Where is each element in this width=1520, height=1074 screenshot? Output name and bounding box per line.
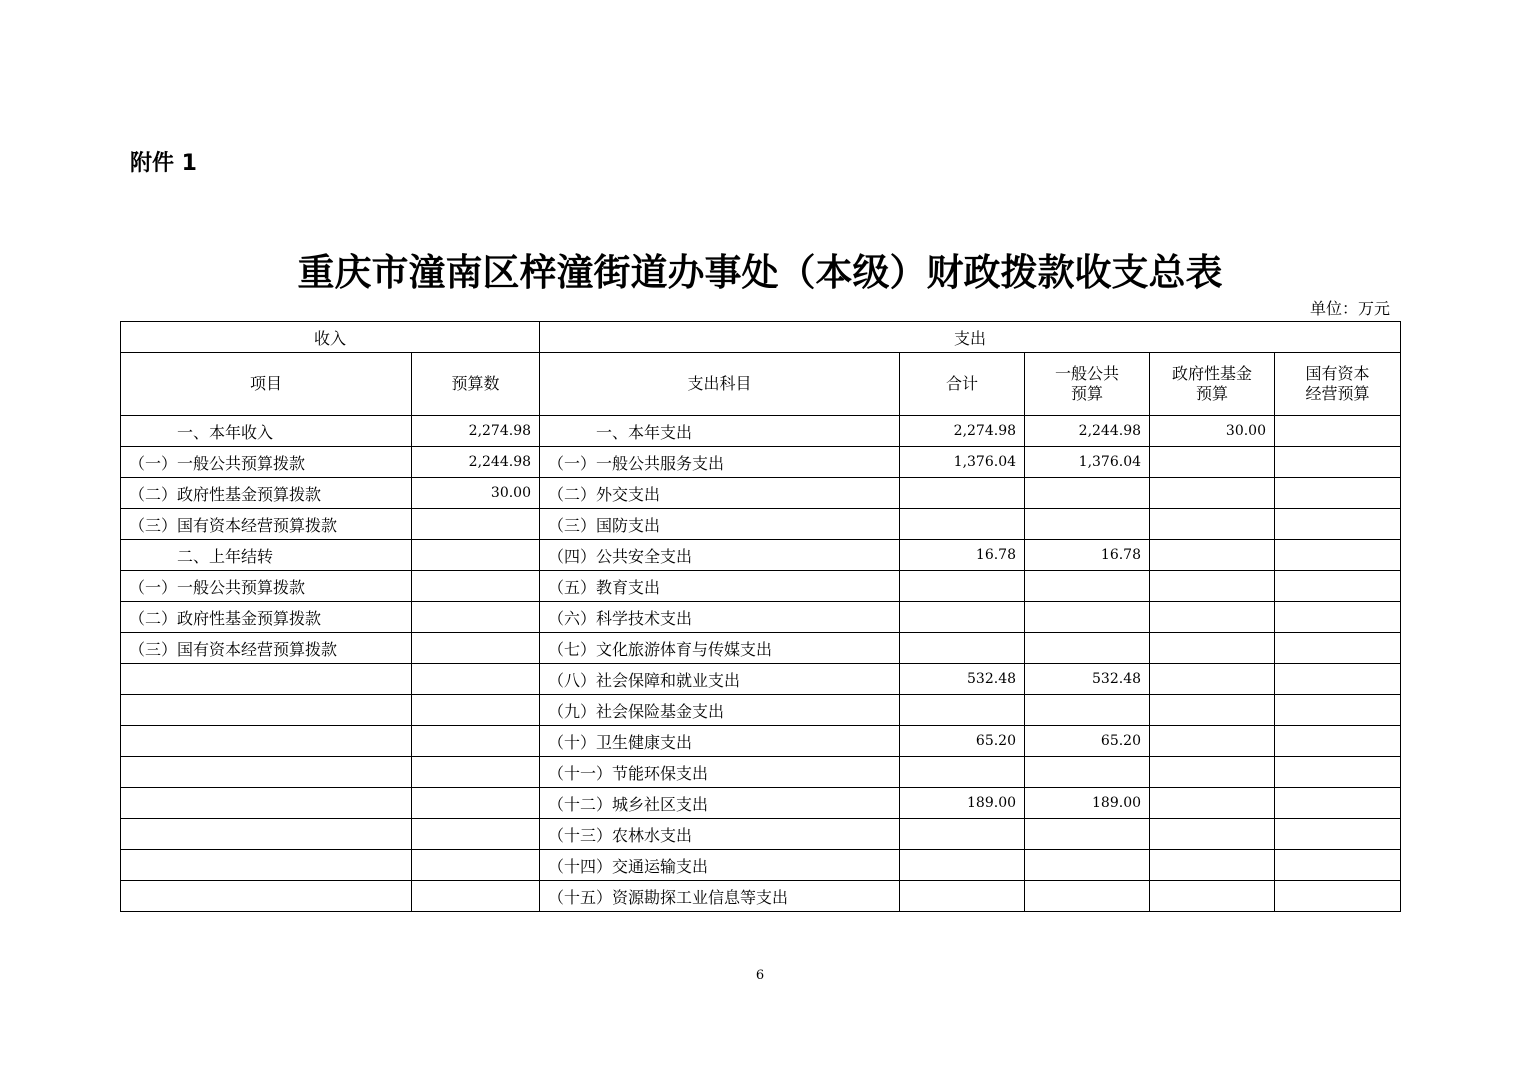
header-row-columns bbox=[121, 353, 1401, 416]
total-cell bbox=[900, 509, 1025, 540]
income-item-cell: （三）国有资本经营预算拨款 bbox=[121, 633, 412, 664]
table-row bbox=[121, 447, 1401, 478]
expense-item-cell: （九）社会保险基金支出 bbox=[540, 695, 900, 726]
income-item-cell bbox=[121, 664, 412, 695]
total-cell: 189.00 bbox=[900, 788, 1025, 819]
fund-budget-cell bbox=[1150, 602, 1275, 633]
income-item-cell: 一、本年收入 bbox=[121, 416, 412, 447]
budget-cell: 2,244.98 bbox=[412, 447, 540, 478]
budget-cell: 30.00 bbox=[412, 478, 540, 509]
fund-budget-cell bbox=[1150, 881, 1275, 912]
expense-item-cell: （十四）交通运输支出 bbox=[540, 850, 900, 881]
expense-item-cell: （十二）城乡社区支出 bbox=[540, 788, 900, 819]
general-budget-cell: 1,376.04 bbox=[1025, 447, 1150, 478]
state-budget-cell bbox=[1275, 571, 1401, 602]
total-cell bbox=[900, 757, 1025, 788]
col-expense-item-header: 支出科目 bbox=[540, 353, 900, 416]
general-budget-cell bbox=[1025, 633, 1150, 664]
general-budget-cell bbox=[1025, 602, 1150, 633]
expense-item-cell: （一）一般公共服务支出 bbox=[540, 447, 900, 478]
fund-budget-cell bbox=[1150, 447, 1275, 478]
budget-table bbox=[120, 321, 1401, 912]
page-title: 重庆市潼南区梓潼街道办事处（本级）财政拨款收支总表 bbox=[297, 251, 1223, 294]
fund-budget-cell bbox=[1150, 788, 1275, 819]
col-budget-header: 预算数 bbox=[412, 353, 540, 416]
expense-item-cell: （七）文化旅游体育与传媒支出 bbox=[540, 633, 900, 664]
col-fund-line1: 政府性基金 bbox=[1172, 364, 1253, 383]
expense-item-cell: （三）国防支出 bbox=[540, 509, 900, 540]
income-item-cell bbox=[121, 695, 412, 726]
general-budget-cell: 65.20 bbox=[1025, 726, 1150, 757]
state-budget-cell bbox=[1275, 540, 1401, 571]
fund-budget-cell bbox=[1150, 509, 1275, 540]
expense-item-cell: 一、本年支出 bbox=[540, 416, 900, 447]
expense-item-cell: （十一）节能环保支出 bbox=[540, 757, 900, 788]
budget-cell bbox=[412, 726, 540, 757]
state-budget-cell bbox=[1275, 478, 1401, 509]
table-row bbox=[121, 819, 1401, 850]
income-item-cell bbox=[121, 819, 412, 850]
table-row bbox=[121, 695, 1401, 726]
state-budget-cell bbox=[1275, 664, 1401, 695]
col-fund-line2: 预算 bbox=[1196, 384, 1229, 403]
expense-item-cell: （八）社会保障和就业支出 bbox=[540, 664, 900, 695]
general-budget-cell bbox=[1025, 881, 1150, 912]
state-budget-cell bbox=[1275, 602, 1401, 633]
table-row bbox=[121, 850, 1401, 881]
expense-item-cell: （十）卫生健康支出 bbox=[540, 726, 900, 757]
budget-cell bbox=[412, 850, 540, 881]
income-item-cell bbox=[121, 788, 412, 819]
state-budget-cell bbox=[1275, 788, 1401, 819]
state-budget-cell bbox=[1275, 447, 1401, 478]
col-general-header bbox=[1025, 353, 1150, 416]
total-cell bbox=[900, 633, 1025, 664]
fund-budget-cell bbox=[1150, 540, 1275, 571]
table-row bbox=[121, 602, 1401, 633]
state-budget-cell bbox=[1275, 850, 1401, 881]
general-budget-cell bbox=[1025, 757, 1150, 788]
expense-item-cell: （十五）资源勘探工业信息等支出 bbox=[540, 881, 900, 912]
budget-cell bbox=[412, 819, 540, 850]
general-budget-cell: 2,244.98 bbox=[1025, 416, 1150, 447]
col-fund-header bbox=[1150, 353, 1275, 416]
fund-budget-cell bbox=[1150, 571, 1275, 602]
general-budget-cell bbox=[1025, 819, 1150, 850]
income-item-cell: （三）国有资本经营预算拨款 bbox=[121, 509, 412, 540]
expense-item-cell: （十三）农林水支出 bbox=[540, 819, 900, 850]
expense-item-cell: （二）外交支出 bbox=[540, 478, 900, 509]
table-row bbox=[121, 664, 1401, 695]
income-item-cell bbox=[121, 757, 412, 788]
total-cell bbox=[900, 478, 1025, 509]
total-cell bbox=[900, 819, 1025, 850]
fund-budget-cell bbox=[1150, 664, 1275, 695]
budget-cell bbox=[412, 540, 540, 571]
expense-item-cell: （五）教育支出 bbox=[540, 571, 900, 602]
state-budget-cell bbox=[1275, 416, 1401, 447]
fund-budget-cell bbox=[1150, 478, 1275, 509]
table-row bbox=[121, 478, 1401, 509]
general-budget-cell: 16.78 bbox=[1025, 540, 1150, 571]
general-budget-cell bbox=[1025, 695, 1150, 726]
col-state-line2: 经营预算 bbox=[1305, 384, 1370, 403]
table-row bbox=[121, 788, 1401, 819]
table-row bbox=[121, 416, 1401, 447]
fund-budget-cell bbox=[1150, 819, 1275, 850]
total-cell: 1,376.04 bbox=[900, 447, 1025, 478]
expense-item-cell: （六）科学技术支出 bbox=[540, 602, 900, 633]
page-number: 6 bbox=[755, 968, 765, 983]
state-budget-cell bbox=[1275, 819, 1401, 850]
budget-cell: 2,274.98 bbox=[412, 416, 540, 447]
col-total-header: 合计 bbox=[900, 353, 1025, 416]
budget-cell bbox=[412, 602, 540, 633]
total-cell: 16.78 bbox=[900, 540, 1025, 571]
col-state-header bbox=[1275, 353, 1401, 416]
budget-cell bbox=[412, 788, 540, 819]
budget-cell bbox=[412, 757, 540, 788]
expense-item-cell: （四）公共安全支出 bbox=[540, 540, 900, 571]
total-cell: 532.48 bbox=[900, 664, 1025, 695]
total-cell bbox=[900, 850, 1025, 881]
table-row bbox=[121, 726, 1401, 757]
budget-cell bbox=[412, 509, 540, 540]
expense-header: 支出 bbox=[540, 322, 1401, 353]
col-item-header: 项目 bbox=[121, 353, 412, 416]
budget-cell bbox=[412, 881, 540, 912]
income-item-cell bbox=[121, 726, 412, 757]
state-budget-cell bbox=[1275, 881, 1401, 912]
table-row bbox=[121, 881, 1401, 912]
total-cell bbox=[900, 602, 1025, 633]
budget-cell bbox=[412, 664, 540, 695]
budget-cell bbox=[412, 571, 540, 602]
fund-budget-cell: 30.00 bbox=[1150, 416, 1275, 447]
budget-cell bbox=[412, 633, 540, 664]
income-item-cell bbox=[121, 850, 412, 881]
unit-label: 单位：万元 bbox=[1309, 299, 1390, 318]
col-general-line2: 预算 bbox=[1071, 384, 1104, 403]
state-budget-cell bbox=[1275, 633, 1401, 664]
fund-budget-cell bbox=[1150, 850, 1275, 881]
income-item-cell: （一）一般公共预算拨款 bbox=[121, 447, 412, 478]
total-cell: 65.20 bbox=[900, 726, 1025, 757]
general-budget-cell bbox=[1025, 850, 1150, 881]
header-row-group bbox=[121, 322, 1401, 353]
general-budget-cell bbox=[1025, 571, 1150, 602]
total-cell: 2,274.98 bbox=[900, 416, 1025, 447]
income-item-cell: （二）政府性基金预算拨款 bbox=[121, 602, 412, 633]
state-budget-cell bbox=[1275, 695, 1401, 726]
table-row bbox=[121, 509, 1401, 540]
fund-budget-cell bbox=[1150, 695, 1275, 726]
general-budget-cell bbox=[1025, 509, 1150, 540]
fund-budget-cell bbox=[1150, 757, 1275, 788]
table-row bbox=[121, 571, 1401, 602]
general-budget-cell: 189.00 bbox=[1025, 788, 1150, 819]
state-budget-cell bbox=[1275, 509, 1401, 540]
attachment-label: 附件 1 bbox=[130, 151, 197, 176]
table-row bbox=[121, 540, 1401, 571]
state-budget-cell bbox=[1275, 757, 1401, 788]
general-budget-cell bbox=[1025, 478, 1150, 509]
table-row bbox=[121, 757, 1401, 788]
income-item-cell: （二）政府性基金预算拨款 bbox=[121, 478, 412, 509]
budget-cell bbox=[412, 695, 540, 726]
col-state-line1: 国有资本 bbox=[1305, 364, 1370, 383]
total-cell bbox=[900, 571, 1025, 602]
state-budget-cell bbox=[1275, 726, 1401, 757]
fund-budget-cell bbox=[1150, 726, 1275, 757]
income-item-cell: （一）一般公共预算拨款 bbox=[121, 571, 412, 602]
fund-budget-cell bbox=[1150, 633, 1275, 664]
total-cell bbox=[900, 881, 1025, 912]
income-item-cell: 二、上年结转 bbox=[121, 540, 412, 571]
col-general-line1: 一般公共 bbox=[1055, 364, 1120, 383]
general-budget-cell: 532.48 bbox=[1025, 664, 1150, 695]
total-cell bbox=[900, 695, 1025, 726]
income-item-cell bbox=[121, 881, 412, 912]
table-row bbox=[121, 633, 1401, 664]
income-header: 收入 bbox=[121, 322, 540, 353]
